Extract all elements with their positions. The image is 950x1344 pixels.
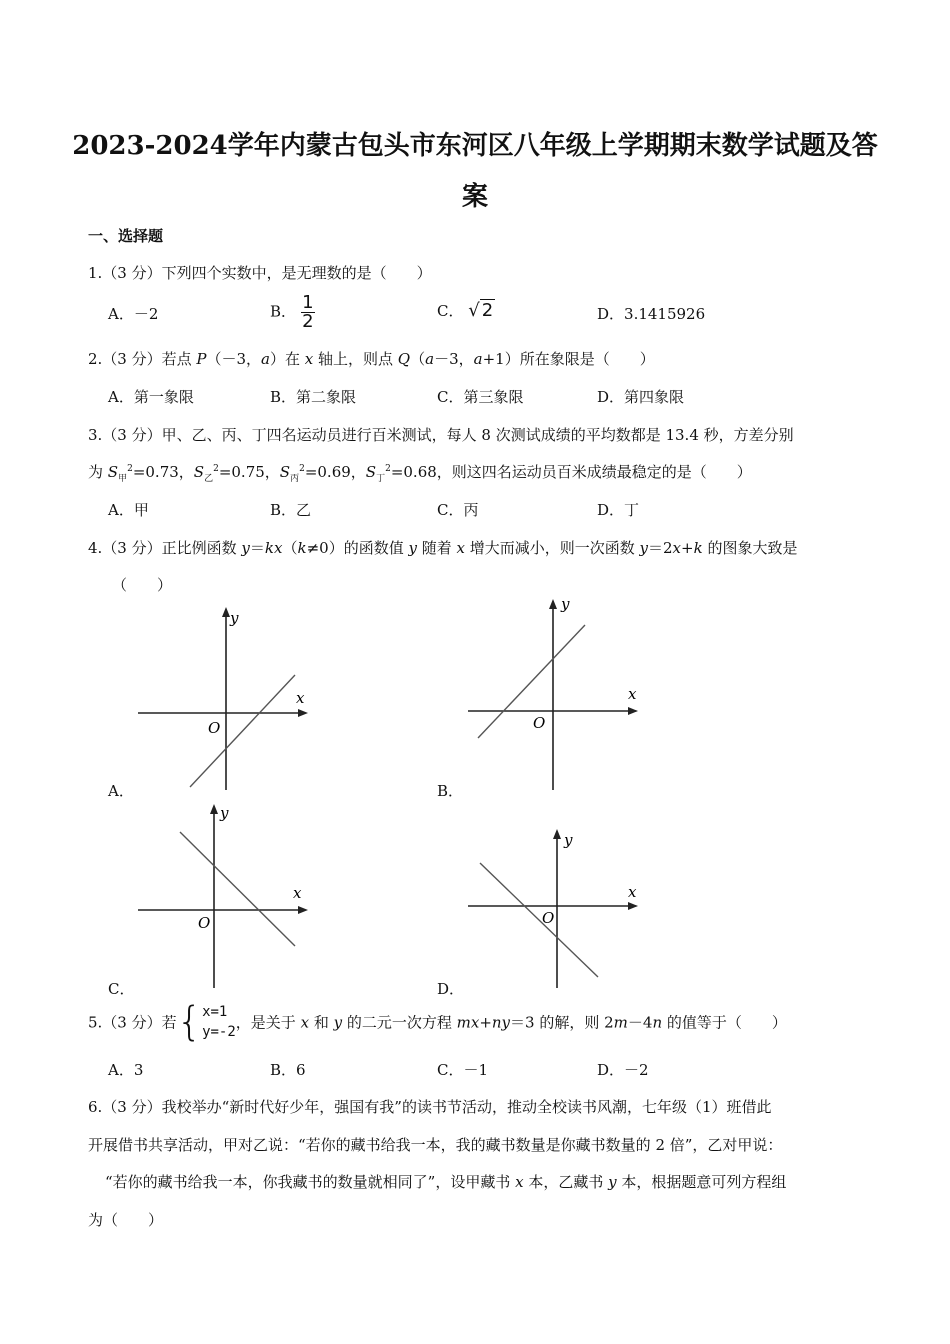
graph-a bbox=[130, 605, 320, 795]
variance-symbol: S bbox=[279, 463, 291, 481]
q2-option-b: B．第二象限 bbox=[270, 388, 357, 406]
q4-var: x bbox=[672, 539, 682, 557]
q2-text: 2.（3 分）若点 bbox=[88, 350, 197, 368]
q5-text: 和 bbox=[309, 1013, 334, 1032]
question-5 bbox=[88, 999, 787, 1045]
equation-row: y=-2 bbox=[202, 1024, 236, 1040]
question-2 bbox=[88, 348, 655, 369]
q2-text: 轴上，则点 bbox=[313, 350, 398, 368]
axis-x-label: x bbox=[628, 883, 637, 901]
q5-text: ，是关于 bbox=[235, 1013, 301, 1032]
variance-sub: 丁 bbox=[376, 474, 386, 484]
q1-option-d: D．3.1415926 bbox=[597, 305, 706, 323]
q3-option-b: B．乙 bbox=[270, 501, 312, 519]
variance-sup: 2 bbox=[385, 464, 391, 474]
q5-text: －4 bbox=[627, 1013, 653, 1032]
q1-option-b-label: B． bbox=[270, 302, 297, 321]
q2-text: ）在 bbox=[270, 350, 305, 368]
q5-text: ＝3 的解，则 2 bbox=[510, 1013, 614, 1032]
q4-var: kx bbox=[264, 539, 283, 557]
axis-y-label: y bbox=[561, 595, 570, 613]
x-axis-arrow-icon bbox=[628, 902, 638, 910]
q3-text: =0.69， bbox=[304, 463, 366, 481]
fraction-half bbox=[301, 294, 315, 331]
q5-text: 的值等于（ ） bbox=[662, 1013, 787, 1032]
function-line bbox=[190, 675, 295, 787]
q6-text: 本，根据题意可列方程组 bbox=[616, 1173, 787, 1191]
q2-option-c: C．第三象限 bbox=[437, 388, 524, 406]
q4-text: 4.（3 分）正比例函数 bbox=[88, 539, 242, 557]
q4-option-d: D． bbox=[437, 980, 465, 998]
q5-var: ny bbox=[491, 1013, 511, 1032]
sqrt-two: √ 2 bbox=[468, 300, 494, 321]
q6-text: “若你的藏书给我一本，你我藏书的数量就相同了”，设甲藏书 bbox=[105, 1173, 516, 1191]
q4-text: ＝ bbox=[249, 539, 265, 557]
page-title-line2: 案 bbox=[461, 182, 488, 212]
q5-var: y bbox=[333, 1013, 343, 1032]
q4-text: + bbox=[681, 539, 694, 557]
sqrt-radicand: 2 bbox=[481, 300, 494, 321]
q3-text: =0.75， bbox=[218, 463, 280, 481]
variance-symbol: S bbox=[193, 463, 205, 481]
q4-var: k bbox=[297, 539, 307, 557]
question-4-line2: （ ） bbox=[112, 576, 173, 594]
q4-option-b: B． bbox=[437, 782, 464, 800]
variance-sub: 甲 bbox=[118, 474, 128, 484]
origin-label: O bbox=[208, 719, 221, 737]
q2-option-d: D．第四象限 bbox=[597, 388, 685, 406]
question-6-line4: 为（ ） bbox=[88, 1211, 164, 1229]
y-axis-arrow-icon bbox=[222, 607, 230, 617]
variance-sup: 2 bbox=[299, 464, 305, 474]
x-axis-arrow-icon bbox=[298, 906, 308, 914]
q2-text: （－3， bbox=[206, 350, 262, 368]
q4-text: ≠0）的函数值 bbox=[306, 539, 409, 557]
graph-c bbox=[130, 800, 320, 990]
q6-text: 本，乙藏书 bbox=[523, 1173, 609, 1191]
axis-y-label: y bbox=[230, 609, 239, 627]
q3-option-c: C．丙 bbox=[437, 501, 479, 519]
axis-y-label: y bbox=[220, 804, 229, 822]
question-3-line1: 3.（3 分）甲、乙、丙、丁四名运动员进行百米测试，每人 8 次测试成绩的平均数都是 13.4 秒，方差分别 bbox=[88, 426, 794, 444]
page-title-line1: 2023-2024学年内蒙古包头市东河区八年级上学期期末数学试题及答 bbox=[72, 131, 878, 161]
question-3-line2 bbox=[88, 461, 752, 484]
q5-text: 的二元一次方程 bbox=[342, 1013, 457, 1032]
q5-var: m bbox=[613, 1013, 628, 1032]
q2-option-a: A．第一象限 bbox=[108, 388, 194, 406]
axis-x-label: x bbox=[628, 685, 637, 703]
q4-var: x bbox=[456, 539, 465, 557]
q3-text: 为 bbox=[88, 463, 108, 481]
q4-var: y bbox=[639, 539, 648, 557]
q3-option-d: D．丁 bbox=[597, 501, 640, 519]
variance-symbol: S bbox=[107, 463, 119, 481]
question-6-line3 bbox=[105, 1171, 786, 1192]
equation-system bbox=[176, 999, 236, 1045]
variance-sub: 乙 bbox=[204, 474, 214, 484]
q4-text: 的图象大致是 bbox=[702, 539, 798, 557]
q1-option-c bbox=[437, 300, 495, 321]
q5-option-d: D．－2 bbox=[597, 1061, 649, 1079]
q2-var-a: a bbox=[261, 350, 270, 368]
y-axis-arrow-icon bbox=[549, 599, 557, 609]
q3-option-a: A．甲 bbox=[108, 501, 149, 519]
q3-text: =0.68，则这四名运动员百米成绩最稳定的是（ ） bbox=[390, 463, 752, 481]
q5-option-a: A．3 bbox=[108, 1061, 144, 1079]
function-line bbox=[478, 625, 585, 738]
equation-row: x=1 bbox=[202, 1004, 228, 1020]
q4-option-c: C． bbox=[108, 980, 135, 998]
question-4-line1 bbox=[88, 537, 797, 558]
origin-label: O bbox=[542, 909, 555, 927]
q4-text: （ bbox=[282, 539, 298, 557]
q4-var: y bbox=[408, 539, 417, 557]
y-axis-arrow-icon bbox=[553, 829, 561, 839]
q4-option-a: A． bbox=[108, 782, 134, 800]
q2-var-a: a bbox=[473, 350, 483, 368]
y-axis-arrow-icon bbox=[210, 804, 218, 814]
axis-x-label: x bbox=[296, 689, 305, 707]
question-6-line2: 开展借书共享活动，甲对乙说：“若你的藏书给我一本，我的藏书数量是你藏书数量的 2 倍”，乙对甲说： bbox=[88, 1136, 783, 1154]
q5-option-c: C．－1 bbox=[437, 1061, 489, 1079]
variance-sup: 2 bbox=[127, 464, 133, 474]
q2-var-q: Q bbox=[397, 350, 411, 368]
q2-text: －3， bbox=[434, 350, 474, 368]
graph-b bbox=[460, 595, 650, 795]
q3-text: =0.73， bbox=[132, 463, 194, 481]
q4-var: y bbox=[241, 539, 250, 557]
axis-y-label: y bbox=[564, 831, 573, 849]
q1-option-b bbox=[270, 294, 315, 331]
variance-sub: 丙 bbox=[290, 474, 300, 484]
graph-d bbox=[460, 825, 650, 990]
q5-text: + bbox=[479, 1013, 492, 1032]
q4-text: 增大而减小，则一次函数 bbox=[464, 539, 640, 557]
axis-x-label: x bbox=[293, 884, 302, 902]
x-axis-arrow-icon bbox=[628, 707, 638, 715]
fraction-numerator: 1 bbox=[302, 292, 314, 313]
q5-option-b: B．6 bbox=[270, 1061, 306, 1079]
left-brace-icon: { bbox=[176, 999, 203, 1045]
q4-text: ＝2 bbox=[648, 539, 673, 557]
section-heading: 一、选择题 bbox=[88, 227, 164, 245]
function-line bbox=[480, 863, 598, 977]
q5-var: x bbox=[300, 1013, 310, 1032]
q2-var-a: a bbox=[425, 350, 435, 368]
q2-text: +1）所在象限是（ ） bbox=[482, 350, 655, 368]
q2-text: （ bbox=[410, 350, 426, 368]
q2-var-p: P bbox=[196, 350, 207, 368]
q1-option-c-label: C． bbox=[437, 302, 464, 320]
q2-var-x: x bbox=[304, 350, 314, 368]
q4-var: k bbox=[693, 539, 703, 557]
x-axis-arrow-icon bbox=[298, 709, 308, 717]
q5-var: n bbox=[652, 1013, 663, 1032]
origin-label: O bbox=[533, 714, 546, 732]
fraction-denominator: 2 bbox=[302, 311, 314, 332]
origin-label: O bbox=[198, 914, 211, 932]
question-6-line1: 6.（3 分）我校举办“新时代好少年，强国有我”的读书节活动，推动全校读书风潮，七年级（1）班借此 bbox=[88, 1098, 772, 1116]
q6-var: y bbox=[608, 1173, 617, 1191]
q1-option-a: A．－2 bbox=[108, 305, 159, 323]
q5-var: mx bbox=[456, 1013, 480, 1032]
q5-text: 5.（3 分）若 bbox=[88, 1013, 177, 1032]
question-1: 1.（3 分）下列四个实数中，是无理数的是（ ） bbox=[88, 264, 432, 282]
q6-var: x bbox=[515, 1173, 524, 1191]
variance-sup: 2 bbox=[213, 464, 219, 474]
variance-symbol: S bbox=[365, 463, 377, 481]
q4-text: 随着 bbox=[416, 539, 457, 557]
